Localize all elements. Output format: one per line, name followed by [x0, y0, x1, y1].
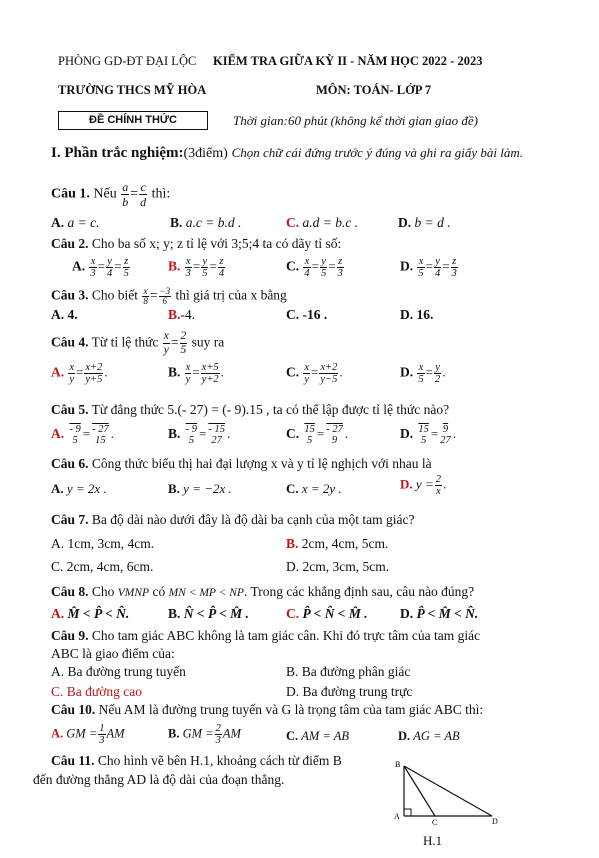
label-b: B	[395, 760, 401, 769]
q2-option-d: D. $\frac{x}{5}$ = $\frac{y}{4}$ = $\frac{z}{3}$	[400, 256, 457, 279]
q2-option-b: B. $\frac{x}{3}$ = $\frac{y}{5}$ = $\frac{z}{4}$	[168, 256, 225, 279]
right-angle-mark	[404, 809, 411, 816]
segment-bd	[404, 766, 492, 816]
q5-option-a: A. - 9 5 = - 27 15 .	[51, 424, 114, 446]
q2-option-c: C. $\frac{x}{4}$ = $\frac{y}{5}$ = $\frac{z}{3}$	[286, 256, 343, 279]
q5-option-d: D. 15 5 = 9 27 .	[400, 424, 456, 446]
time-note: Thời gian:60 phút (không kể thời gian giao đề)	[233, 113, 478, 128]
question-10: Câu 10. Nếu AM là đường trung tuyến và G là trọng tâm của tam giác ABC thì:	[51, 702, 484, 717]
figure-h1	[388, 758, 500, 826]
figure-caption: H.1	[423, 833, 443, 848]
q7-label: Câu 7.	[51, 512, 89, 527]
q6-option-d: D. y = $\frac{2}{x}$ .	[400, 474, 447, 497]
question-6	[51, 456, 432, 472]
header-school: TRƯỜNG THCS MỸ HÒA	[58, 83, 207, 97]
q1-frac-cd: $\frac{c}{d}$	[140, 180, 147, 209]
section-title	[51, 145, 523, 162]
q3-label: Câu 3.	[51, 287, 89, 303]
q7-text: Ba độ dài nào dưới đây là độ dài ba cạnh của một tam giác?	[91, 512, 415, 527]
q6-label: Câu 6.	[51, 456, 89, 471]
q1-option-a: A. a = c.	[51, 215, 100, 230]
q9-option-a: A. Ba đường trung tuyến	[51, 664, 186, 679]
q1-frac-ab: $\frac{a}{b}$	[122, 180, 129, 209]
q3-option-a: A. 4.	[51, 307, 78, 322]
q9-option-d: D. Ba đường trung trực	[286, 684, 413, 699]
section-heading: I. Phần trắc nghiệm:	[51, 145, 184, 161]
question-8: Câu 8. Cho VMNP có MN < MP < NP. Trong các khẳng định sau, câu nào đúng?	[51, 584, 475, 599]
q8-option-b: B. N̂ < P̂ < M̂ .	[168, 606, 249, 621]
header-dept: PHÒNG GD-ĐT ĐẠI LỘC	[58, 54, 197, 68]
section-points: (3điểm)	[183, 146, 228, 161]
q5-label: Câu 5.	[51, 402, 89, 417]
question-7	[51, 512, 415, 528]
q10-label: Câu 10.	[51, 702, 96, 717]
q2-option-a: A. $\frac{x}{3}$ = $\frac{y}{4}$ = $\frac{z}{5}$	[72, 256, 129, 279]
q7-option-d: D. 2cm, 3cm, 5cm.	[286, 559, 390, 574]
q9-label: Câu 9.	[51, 628, 89, 643]
q4-option-b: B. $\frac{x}{y}$ = $\frac{x+5}{y+2}$ .	[168, 362, 224, 385]
q5-option-b: B. - 9 5 = - 15 27 .	[168, 424, 231, 446]
q4-option-c: C. $\frac{x}{y}$ = $\frac{x+2}{y-5}$ .	[286, 362, 343, 385]
q8-option-a: A. M̂ < P̂ < N̂.	[51, 606, 130, 621]
q5-option-c: C. 15 5 = - 27 9 .	[286, 424, 349, 446]
q4-text-pre: Từ tỉ lệ thức	[91, 334, 159, 350]
q4-option-a: A. $\frac{x}{y}$ = $\frac{x+2}{y+5}$ .	[51, 362, 108, 385]
q1-option-d: D. b = d .	[398, 215, 451, 230]
q10-option-b: B. GM = $\frac{2}{3}$ AM	[168, 723, 241, 746]
q6-option-c: C. x = 2y .	[286, 481, 342, 496]
q3-option-c: C. -16 .	[286, 307, 328, 322]
q3-option-d: D. 16.	[400, 307, 434, 322]
q1-text-pre: Nếu	[93, 186, 117, 202]
header-subject: MÔN: TOÁN- LỚP 7	[316, 83, 432, 97]
q3-text-post: thì giá trị của x bằng	[175, 287, 287, 303]
q3-option-b: B.-4.	[168, 307, 196, 322]
q3-text-pre: Cho biết	[91, 287, 139, 303]
q10-option-c: C. AM = AB	[286, 729, 350, 743]
q11-text-line2: đến đường thẳng AD là độ dài của đoạn thẳng.	[33, 772, 285, 787]
q1-label: Câu 1.	[51, 186, 90, 202]
q10-option-a: A. GM = $\frac{1}{3}$ AM	[51, 723, 125, 746]
label-c: C	[432, 818, 438, 826]
q5-text: Từ đẳng thức 5.(- 27) = (- 9).15 , ta có thể lập được tỉ lệ thức nào?	[91, 402, 450, 417]
q4-text-post: suy ra	[191, 334, 225, 350]
q1-option-c: C. a.d = b.c .	[286, 215, 359, 230]
q8-option-d: D. P̂ < M̂ < N̂.	[400, 606, 479, 621]
q9-option-b: B. Ba đường phân giác	[286, 664, 411, 679]
label-d: D	[492, 817, 498, 826]
q8-option-c: C. P̂ < N̂ < M̂ .	[286, 606, 368, 621]
q2-text: Cho ba số x; y; z tỉ lệ với 3;5;4 ta có dãy tỉ số:	[91, 236, 342, 251]
q7-option-c: C. 2cm, 4cm, 6cm.	[51, 559, 154, 574]
official-badge: ĐỀ CHÍNH THỨC	[58, 111, 208, 130]
q6-option-a: A. y = 2x .	[51, 481, 107, 496]
question-2	[51, 236, 341, 252]
q6-text: Công thức biểu thị hai đại lượng x và y tỉ lệ nghịch với nhau là	[91, 456, 432, 471]
q9-option-c: C. Ba đường cao	[51, 684, 142, 699]
question-1: Câu 1. Nếu $\frac{a}{b}$ = $\frac{c}{d}$ thì:	[51, 180, 171, 209]
q1-option-b: B. a.c = b.d .	[170, 215, 242, 230]
q8-label: Câu 8.	[51, 584, 89, 599]
q7-option-b: B. 2cm, 4cm, 5cm.	[286, 536, 389, 551]
q1-text-post: thì:	[151, 186, 171, 202]
q6-option-b: B. y = −2x .	[168, 481, 232, 496]
q10-option-d: D. AG = AB	[398, 729, 460, 743]
q4-option-d: D. $\frac{x}{5}$ = $\frac{y}{2}$ .	[400, 362, 446, 385]
question-5	[51, 402, 449, 418]
q7-option-a: A. 1cm, 3cm, 4cm.	[51, 536, 155, 551]
q2-label: Câu 2.	[51, 236, 89, 251]
question-3: Câu 3. Cho biết $\frac{x}{8}$ = $\frac{-3}{6}$ thì giá trị của x bằng	[51, 286, 287, 306]
section-instruction: Chọn chữ cái đứng trước ý đúng và ghi ra giấy bài làm.	[231, 145, 524, 160]
label-a: A	[394, 812, 400, 821]
question-4: Câu 4. Từ tỉ lệ thức $\frac{x}{y}$ = $\frac{2}{5}$ suy ra	[51, 330, 225, 356]
q11-label: Câu 11.	[51, 753, 95, 768]
question-11: Câu 11. Cho hình vẽ bên H.1, khoảng cách từ điểm B	[51, 753, 342, 768]
q4-label: Câu 4.	[51, 334, 89, 350]
header-exam-title: KIỂM TRA GIỮA KỲ II - NĂM HỌC 2022 - 2023	[213, 54, 483, 68]
question-9: Câu 9. Cho tam giác ABC không là tam giác cân. Khi đó trực tâm của tam giác	[51, 628, 481, 643]
q9-text-line2: ABC là giao điểm của:	[51, 646, 175, 661]
